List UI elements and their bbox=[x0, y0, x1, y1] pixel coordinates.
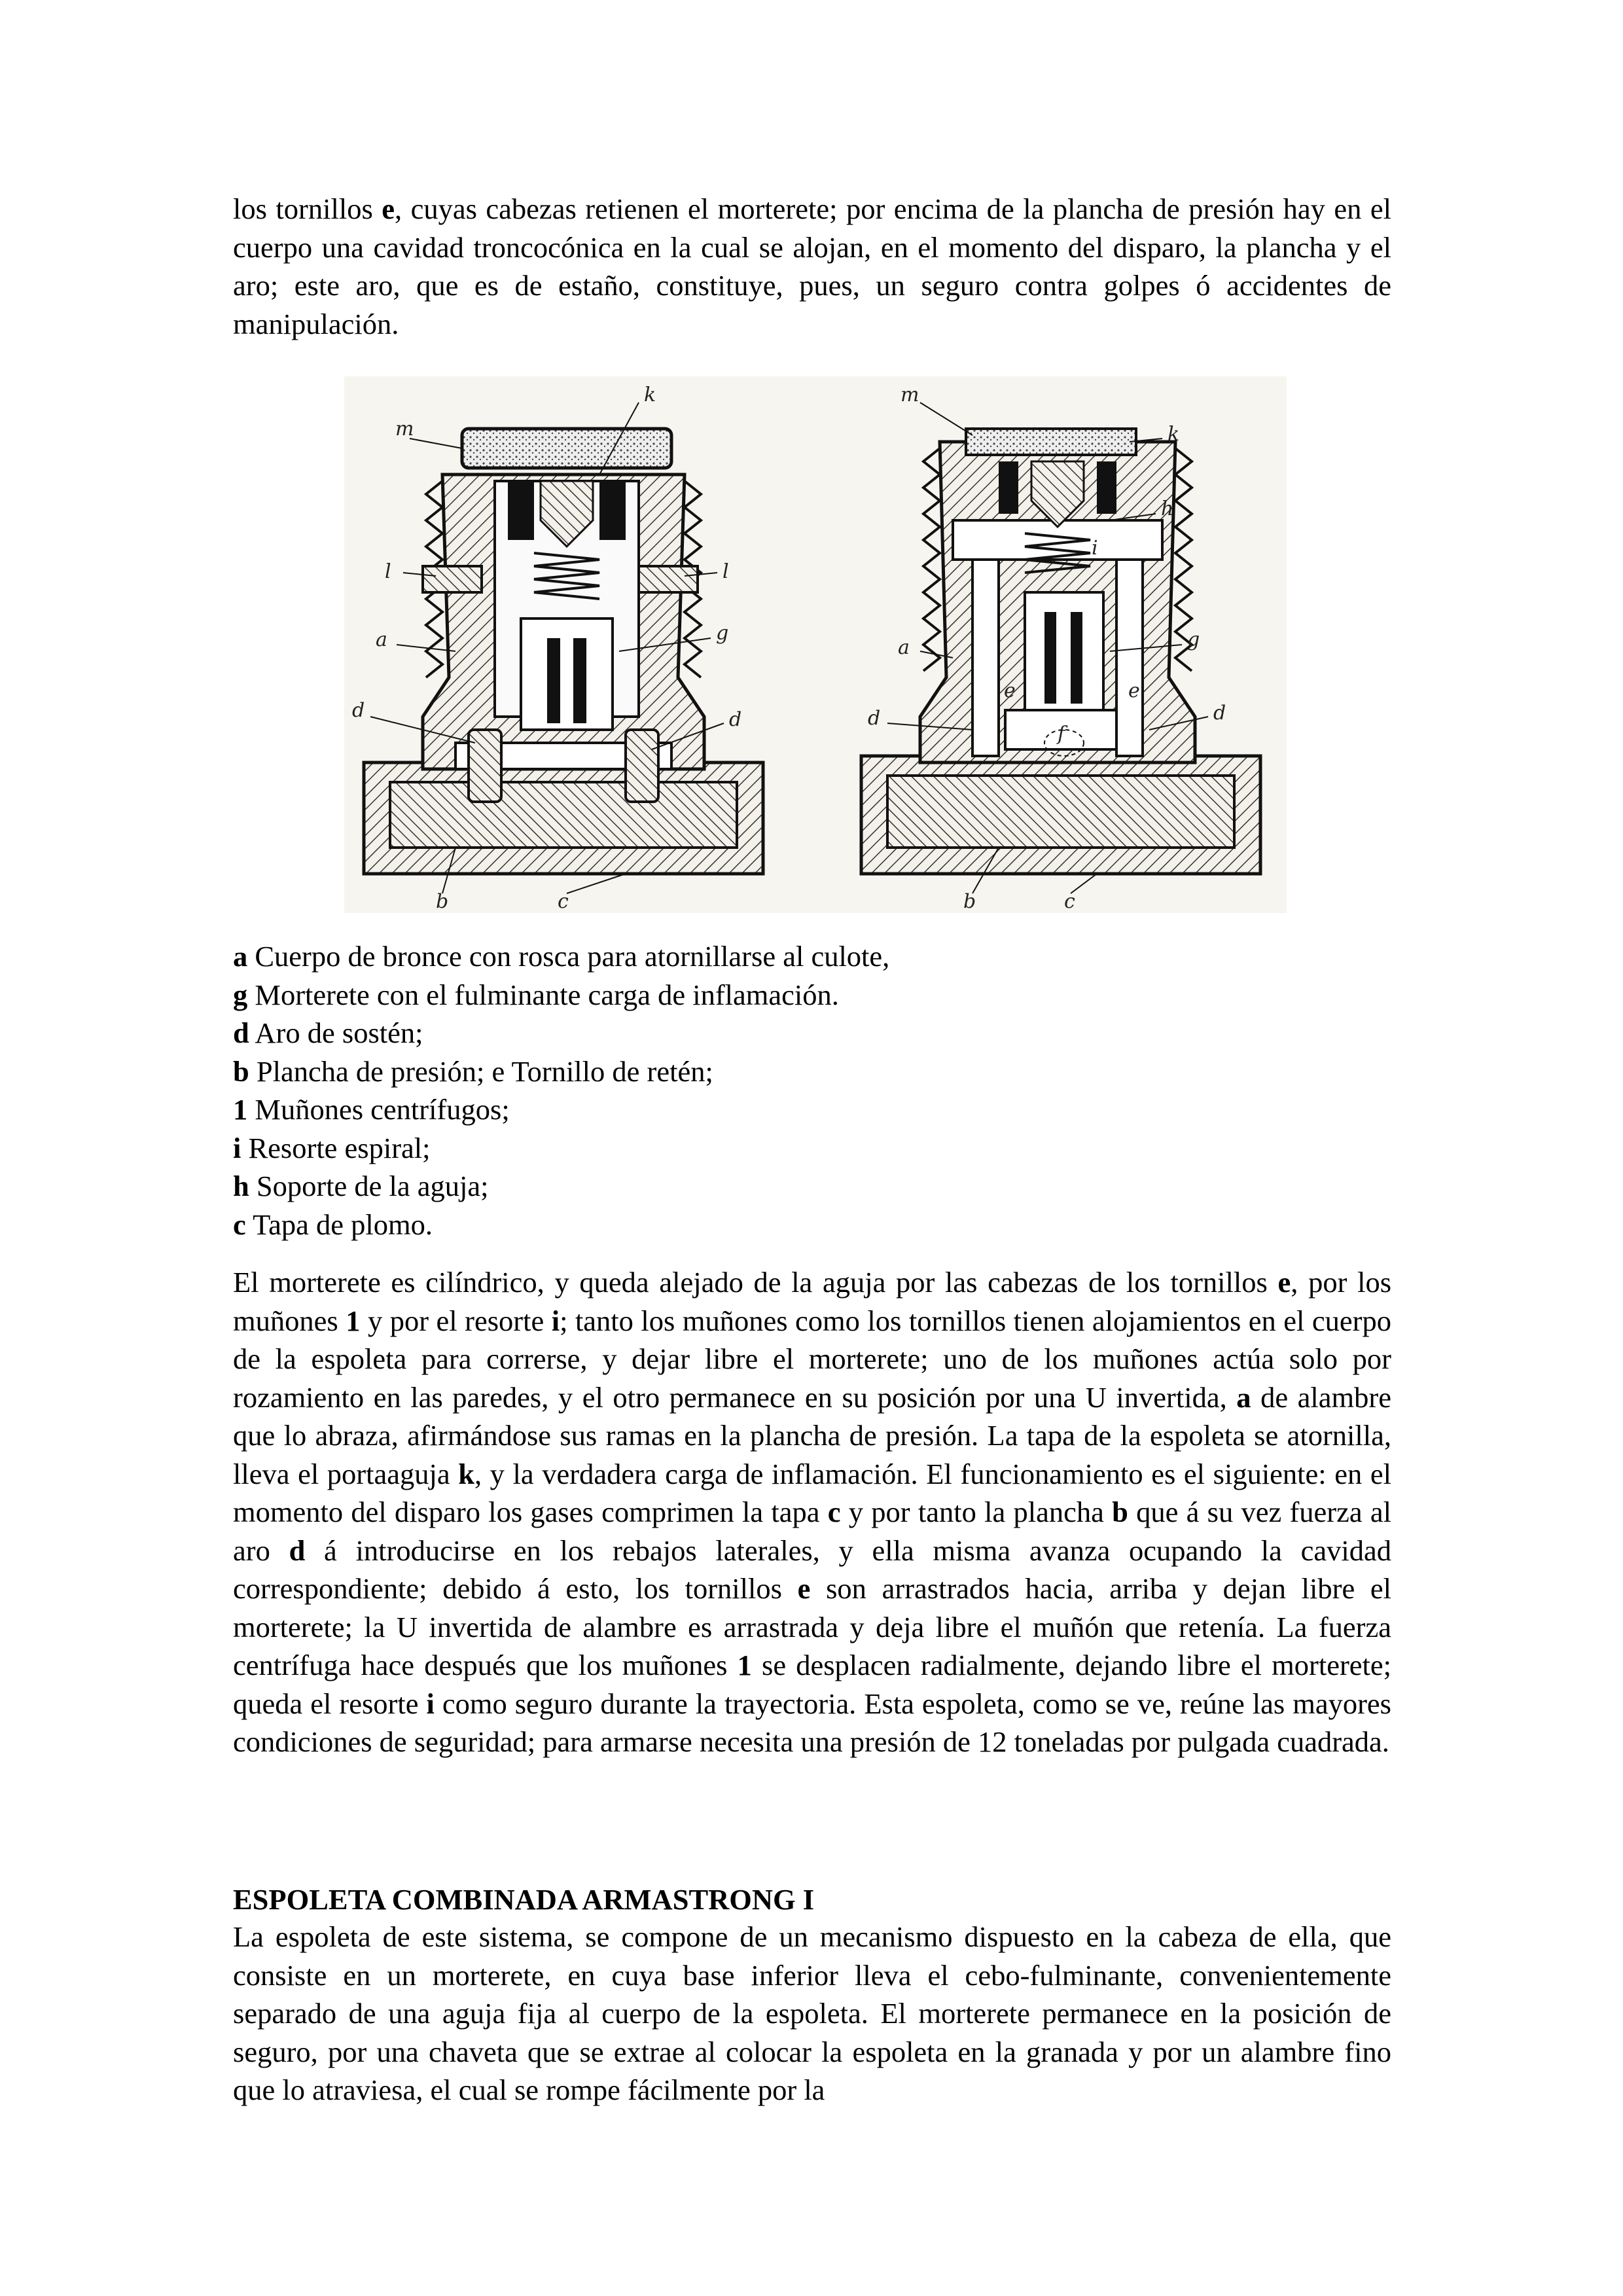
bold-letter: k bbox=[458, 1457, 474, 1490]
legend-text: Cuerpo de bronce con rosca para atornillarse al culote, bbox=[247, 940, 890, 973]
figure-label: e bbox=[1004, 679, 1016, 702]
text-run: se desplacen radialmente, dejando libre el morterete; queda el resorte bbox=[233, 1649, 1392, 1720]
bold-letter: e bbox=[382, 192, 395, 225]
figure-label: l bbox=[385, 560, 391, 583]
figure-label: m bbox=[395, 418, 414, 440]
legend-key: c bbox=[233, 1208, 246, 1241]
text-run: que á su vez fuerza al aro bbox=[233, 1496, 1391, 1567]
legend-text: Morterete con el fulminante carga de inflamación. bbox=[247, 978, 839, 1011]
legend-item bbox=[233, 1167, 1391, 1206]
legend-text: Aro de sostén; bbox=[249, 1016, 423, 1049]
legend-text: Resorte espiral; bbox=[241, 1131, 431, 1164]
figure-label: d bbox=[868, 707, 881, 730]
legend-item bbox=[233, 1129, 1391, 1168]
figure-label: a bbox=[376, 628, 387, 651]
bold-letter: d bbox=[289, 1534, 306, 1567]
legend-key: g bbox=[233, 978, 248, 1011]
figure-legend bbox=[233, 937, 1391, 1244]
text-run: y por el resorte bbox=[360, 1304, 552, 1337]
text-run: son arrastrados hacia, arriba y dejan libre el morterete; la U invertida de alambre es arrastrada y deja libre el muñón que retenía. La fuerza centrífuga hace después que los muñones bbox=[233, 1572, 1391, 1681]
figure-label: b bbox=[963, 890, 976, 913]
text-run: , por los muñones bbox=[233, 1266, 1392, 1337]
figure-label: g bbox=[1187, 628, 1200, 651]
section-heading: ESPOLETA COMBINADA ARMASTRONG I bbox=[233, 1883, 815, 1916]
legend-key: a bbox=[233, 940, 248, 973]
legend-key: d bbox=[233, 1016, 249, 1049]
text-run: , y la verdadera carga de inflamación. El funcionamiento es el siguiente: en el momento del disparo los gases comprimen la tapa bbox=[233, 1457, 1391, 1528]
figure-label: m bbox=[901, 384, 919, 406]
figure-label: f bbox=[1058, 723, 1065, 745]
figure-label: l bbox=[722, 560, 729, 583]
text-run: , cuyas cabezas retienen el morterete; por encima de la plancha de presión hay en el cuerpo una cavidad troncocónica en la cual se alojan, en el momento del disparo, la plancha y el aro; este aro, que es de estaño, constituye, pues, un seguro contra golpes ó accidentes de manipulación. bbox=[233, 192, 1391, 340]
bold-letter: 1 bbox=[346, 1304, 361, 1337]
figure-label: e bbox=[1128, 679, 1140, 702]
fuse-cross-section-figure bbox=[344, 376, 1287, 913]
figure-label: c bbox=[558, 890, 569, 913]
figure-label: b bbox=[436, 890, 449, 913]
bold-letter: i bbox=[426, 1687, 435, 1720]
legend-text: Tapa de plomo. bbox=[245, 1208, 433, 1241]
legend-item bbox=[233, 1052, 1391, 1091]
legend-text: Plancha de presión; e Tornillo de retén; bbox=[249, 1054, 713, 1088]
bold-letter: b bbox=[1112, 1496, 1128, 1528]
legend-key: b bbox=[233, 1054, 249, 1088]
legend-key: h bbox=[233, 1170, 249, 1202]
legend-item bbox=[233, 1014, 1391, 1052]
figure-label: h bbox=[1161, 497, 1174, 520]
text-run: El morterete es cilíndrico, y queda alejado de la aguja por las cabezas de los tornillos bbox=[233, 1266, 1278, 1299]
legend-item bbox=[233, 1090, 1391, 1129]
bold-letter: c bbox=[827, 1496, 841, 1528]
bold-letter: a bbox=[1236, 1380, 1251, 1414]
legend-text: Muñones centrífugos; bbox=[247, 1093, 510, 1126]
text-run: los tornillos bbox=[233, 192, 382, 225]
bold-letter: e bbox=[1277, 1266, 1291, 1299]
figure-label: a bbox=[898, 636, 910, 659]
text-run: á introducirse en los rebajos laterales, y ella misma avanza ocupando la cavidad correspondiente; debido á esto, los tornillos bbox=[233, 1534, 1391, 1605]
paragraph-3: La espoleta de este sistema, se compone de un mecanismo dispuesto en la cabeza de ella, que consiste en un morterete, en cuya base inferior lleva el cebo-fulminante, convenientemente separado de una aguja fija al cuerpo de la espoleta. El morterete permanece en la posición de seguro, por una chaveta que se extrae al colocar la espoleta en la granada y por un alambre fino que lo atraviesa, el cual se rompe fácilmente por la bbox=[233, 1920, 1391, 2106]
figure-label: k bbox=[1168, 423, 1180, 446]
paragraph-1 bbox=[233, 190, 1391, 343]
legend-key: i bbox=[233, 1131, 241, 1164]
figure-label: c bbox=[1064, 890, 1075, 913]
bold-letter: e bbox=[797, 1572, 811, 1605]
figure-label: i bbox=[1092, 537, 1098, 560]
legend-item bbox=[233, 976, 1391, 1014]
text-run: como seguro durante la trayectoria. Esta espoleta, como se ve, reúne las mayores condiciones de seguridad; para armarse necesita una presión de 12 toneladas por pulgada cuadrada. bbox=[233, 1687, 1391, 1758]
figure-label: d bbox=[352, 699, 365, 722]
bold-letter: 1 bbox=[737, 1649, 752, 1681]
legend-item bbox=[233, 937, 1391, 976]
text-run: y por tanto la plancha bbox=[840, 1496, 1113, 1528]
bold-letter: i bbox=[551, 1304, 560, 1337]
figure-label: d bbox=[1213, 702, 1226, 725]
text-run: ; tanto los muñones como los tornillos tienen alojamientos en el cuerpo de la espoleta para correrse, y dejar libre el morterete; uno de los muñones actúa solo por rozamiento en las paredes, y el otro permanece en su posición por una U invertida, bbox=[233, 1304, 1391, 1414]
legend-text: Soporte de la aguja; bbox=[249, 1170, 489, 1202]
legend-key: 1 bbox=[233, 1093, 248, 1126]
text-run: de alambre que lo abraza, afirmándose sus ramas en la plancha de presión. La tapa de la espoleta se atornilla, lleva el portaaguja bbox=[233, 1380, 1391, 1490]
figure-label: g bbox=[716, 622, 729, 645]
paragraph-2 bbox=[233, 1263, 1391, 1761]
figure-label: d bbox=[729, 708, 742, 731]
figure-label: k bbox=[644, 384, 656, 406]
legend-item bbox=[233, 1206, 1391, 1244]
